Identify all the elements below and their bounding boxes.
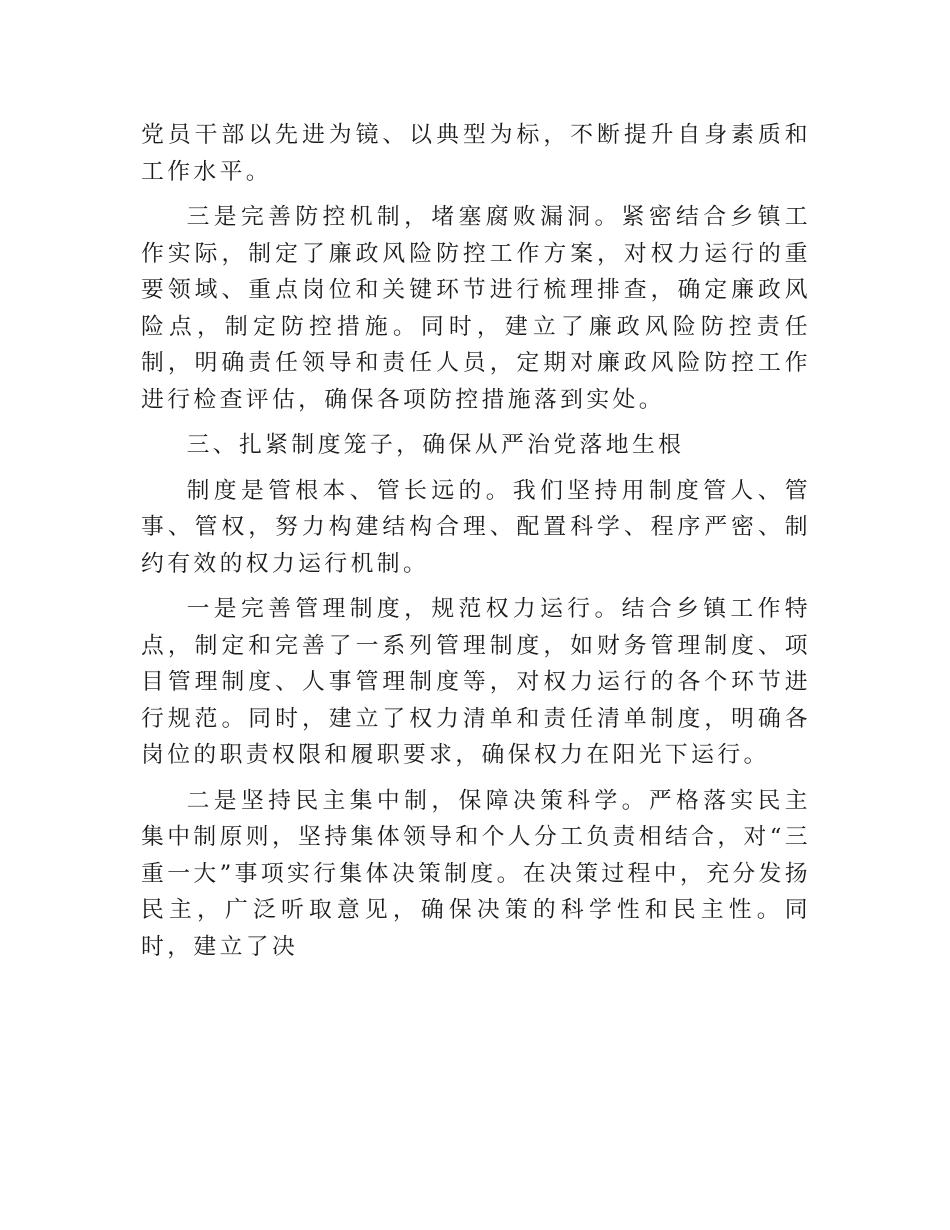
paragraph-democratic-centralism: 二是坚持民主集中制，保障决策科学。严格落实民主集中制原则，坚持集体领导和个人分工负责相结合，对“三重一大”事项实行集体决策制度。在决策过程中，充分发扬民主，广泛听取意见，确保决策的科学性和民主性。同时，建立了决 — [141, 787, 811, 960]
paragraph-continued: 党员干部以先进为镜、以典型为标，不断提升自身素质和工作水平。 — [141, 122, 811, 185]
paragraph-management-system: 一是完善管理制度，规范权力运行。结合乡镇工作特点，制定和完善了一系列管理制度，如财务管理制度、项目管理制度、人事管理制度等，对权力运行的各个环节进行规范。同时，建立了权力清单和责任清单制度，明确各岗位的职责权限和履职要求，确保权力在阳光下运行。 — [141, 596, 811, 768]
paragraph-system-intro: 制度是管根本、管长远的。我们坚持用制度管人、管事、管权，努力构建结构合理、配置科学、程序严密、制约有效的权力运行机制。 — [141, 477, 811, 577]
document-body — [141, 117, 811, 965]
section-heading-system-cage: 三、扎紧制度笼子，确保从严治党落地生根 — [186, 432, 685, 458]
paragraph-prevention-mechanism: 三是完善防控机制，堵塞腐败漏洞。紧密结合乡镇工作实际，制定了廉政风险防控工作方案，对权力运行的重要领域、重点岗位和关键环节进行梳理排查，确定廉政风险点，制定防控措施。同时，建立了廉政风险防控责任制，明确责任领导和责任人员，定期对廉政风险防控工作进行检查评估，确保各项防控措施落到实处。 — [141, 204, 811, 413]
